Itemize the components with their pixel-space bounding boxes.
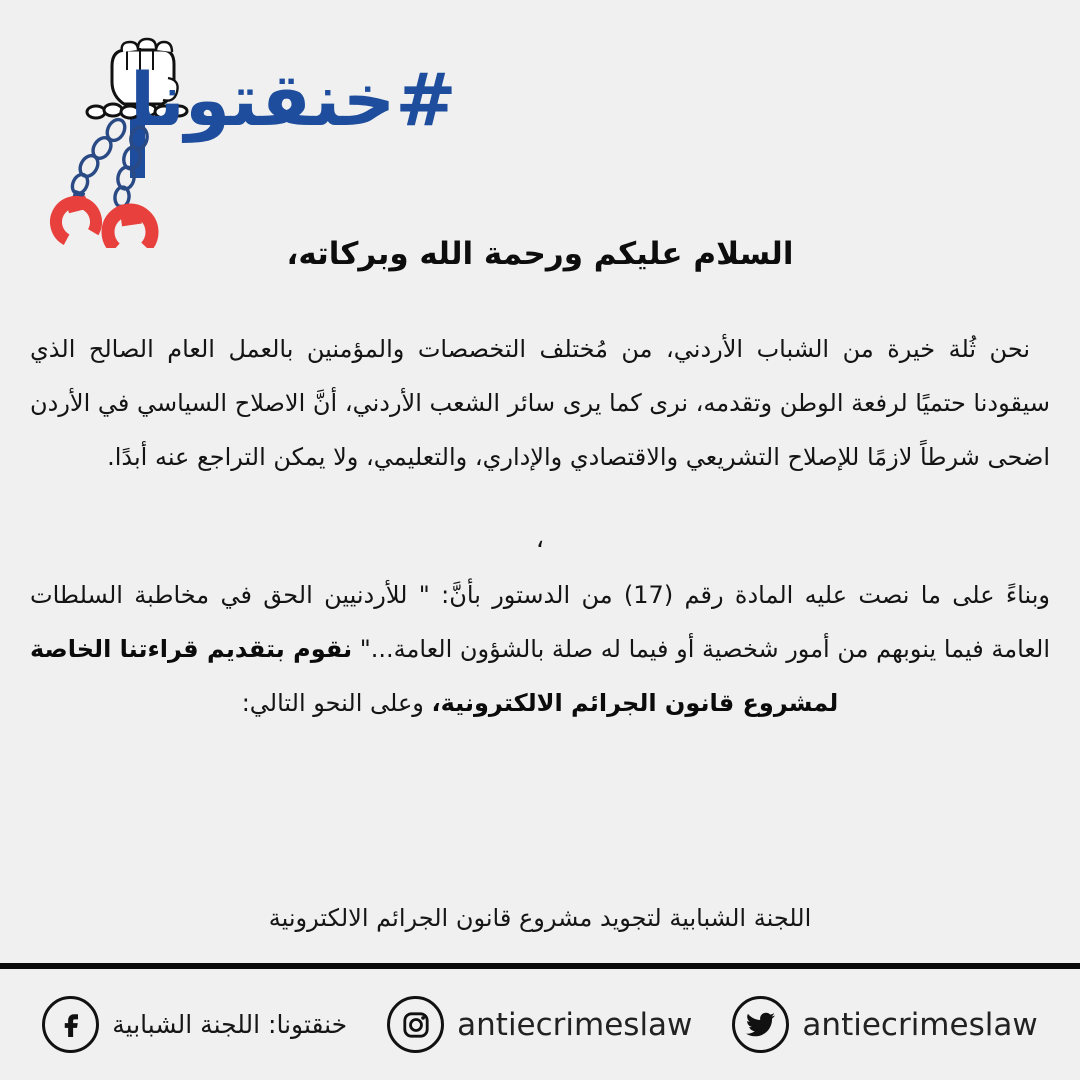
- facebook-label: خنقتونا: اللجنة الشبابية: [112, 1010, 348, 1039]
- campaign-hashtag: #خنقتونا: [130, 58, 457, 143]
- twitter-icon: [732, 996, 789, 1053]
- comma-separator: ،: [535, 524, 545, 554]
- twitter-label: antiecrimeslaw: [802, 1006, 1038, 1043]
- constitution-paragraph-tail: وعلى النحو التالي:: [241, 689, 432, 717]
- intro-paragraph: نحن ثُلة خيرة من الشباب الأردني، من مُختلف التخصصات والمؤمنين بالعمل العام الصالح الذي سيقودنا حتميًا لرفعة الوطن وتقدمه، نرى كما يرى سائر الشعب الأردني، أنَّ الاصلاح السياسي في الأردن اضحى شرطاً لازمًا للإصلاح التشريعي والاقتصادي والإداري، والتعليمي، ولا يمكن التراجع عنه أبدًا.: [30, 335, 1050, 471]
- constitution-paragraph-bold: نقوم بتقديم قراءتنا الخاصة لمشروع قانون الجرائم الالكترونية،: [30, 635, 839, 717]
- constitution-paragraph-regular: وبناءً على ما نصت عليه المادة رقم (17) من الدستور بأنَّ: " للأردنيين الحق في مخاطبة السلطات العامة فيما ينوبهم من أمور شخصية أو فيما له صلة بالشؤون العامة...": [30, 581, 1050, 663]
- twitter-handle: [732, 996, 1037, 1053]
- social-bar: [0, 969, 1080, 1080]
- facebook-handle: [42, 996, 347, 1053]
- instagram-icon: [387, 996, 444, 1053]
- greeting-heading: السلام عليكم ورحمة الله وبركاته،: [286, 236, 794, 272]
- instagram-handle: [387, 996, 692, 1053]
- constitution-paragraph: [30, 568, 1050, 730]
- instagram-label: antiecrimeslaw: [457, 1006, 693, 1043]
- facebook-icon: [42, 996, 99, 1053]
- campaign-logo: [18, 18, 457, 248]
- committee-name: اللجنة الشبابية لتجويد مشروع قانون الجرائم الالكترونية: [268, 904, 812, 932]
